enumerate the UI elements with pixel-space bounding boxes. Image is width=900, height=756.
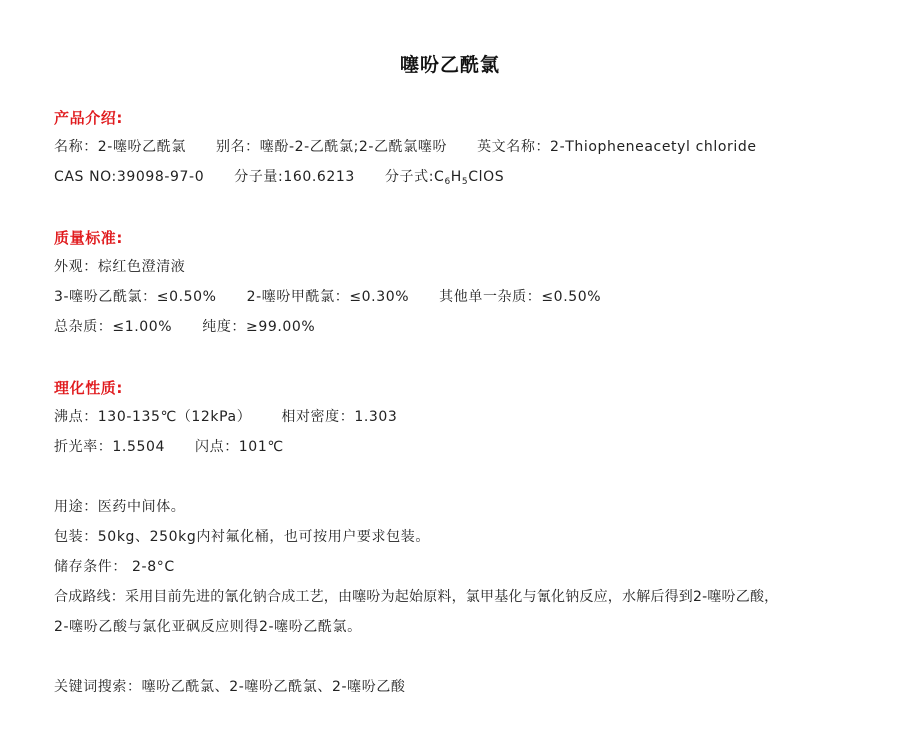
molecular-weight: 分子量:160.6213	[234, 169, 355, 185]
impurity-3-thiophene: 3-噻吩乙酰氯：≤0.50%	[54, 289, 217, 305]
section-heading-quality: 质量标准:	[54, 229, 123, 247]
intro-row-identifiers	[54, 167, 504, 187]
quality-row-totals	[54, 317, 315, 337]
page-title: 噻吩乙酰氯	[399, 54, 500, 76]
purity: 纯度：≥99.00%	[202, 319, 316, 335]
product-alias: 别名：噻酚-2-乙酰氯;2-乙酰氯噻吩	[215, 139, 448, 155]
storage-conditions: 储存条件： 2-8°C	[54, 559, 175, 575]
usage: 用途：医药中间体。	[54, 499, 186, 515]
properties-row-1	[54, 407, 397, 427]
intro-row-names	[54, 137, 757, 157]
packaging: 包装：50kg、250kg内衬氟化桶，也可按用户要求包装。	[54, 529, 430, 545]
properties-row-2	[54, 437, 284, 457]
product-english-name: 英文名称：2-Thiopheneacetyl chloride	[477, 139, 757, 155]
keywords: 关键词搜索：噻吩乙酰氯、2-噻吩乙酰氯、2-噻吩乙酸	[54, 679, 406, 695]
section-heading-intro: 产品介绍:	[54, 109, 123, 127]
flash-point: 闪点：101℃	[195, 439, 284, 455]
cas-number: CAS NO:39098-97-0	[54, 169, 205, 185]
appearance: 外观：棕红色澄清液	[54, 259, 186, 275]
impurity-other-single: 其他单一杂质：≤0.50%	[439, 289, 602, 305]
section-heading-properties: 理化性质:	[54, 379, 123, 397]
refractive-index: 折光率：1.5504	[54, 439, 165, 455]
synthesis-route-line-2: 2-噻吩乙酸与氯化亚砜反应则得2-噻吩乙酰氯。	[54, 619, 362, 635]
total-impurity: 总杂质：≤1.00%	[54, 319, 173, 335]
relative-density: 相对密度：1.303	[281, 409, 398, 425]
quality-row-impurities	[54, 287, 601, 307]
product-name: 名称：2-噻吩乙酰氯	[54, 139, 186, 155]
boiling-point: 沸点：130-135℃（12kPa）	[54, 409, 252, 425]
synthesis-route-line-1: 合成路线：采用目前先进的氰化钠合成工艺，由噻吩为起始原料，氯甲基化与氰化钠反应，水解后得到2-噻吩乙酸，	[54, 589, 779, 605]
impurity-thiophene-carbonyl: 2-噻吩甲酰氯：≤0.30%	[246, 289, 410, 305]
molecular-formula: 分子式$:C_6H_5ClOS$	[384, 169, 505, 187]
